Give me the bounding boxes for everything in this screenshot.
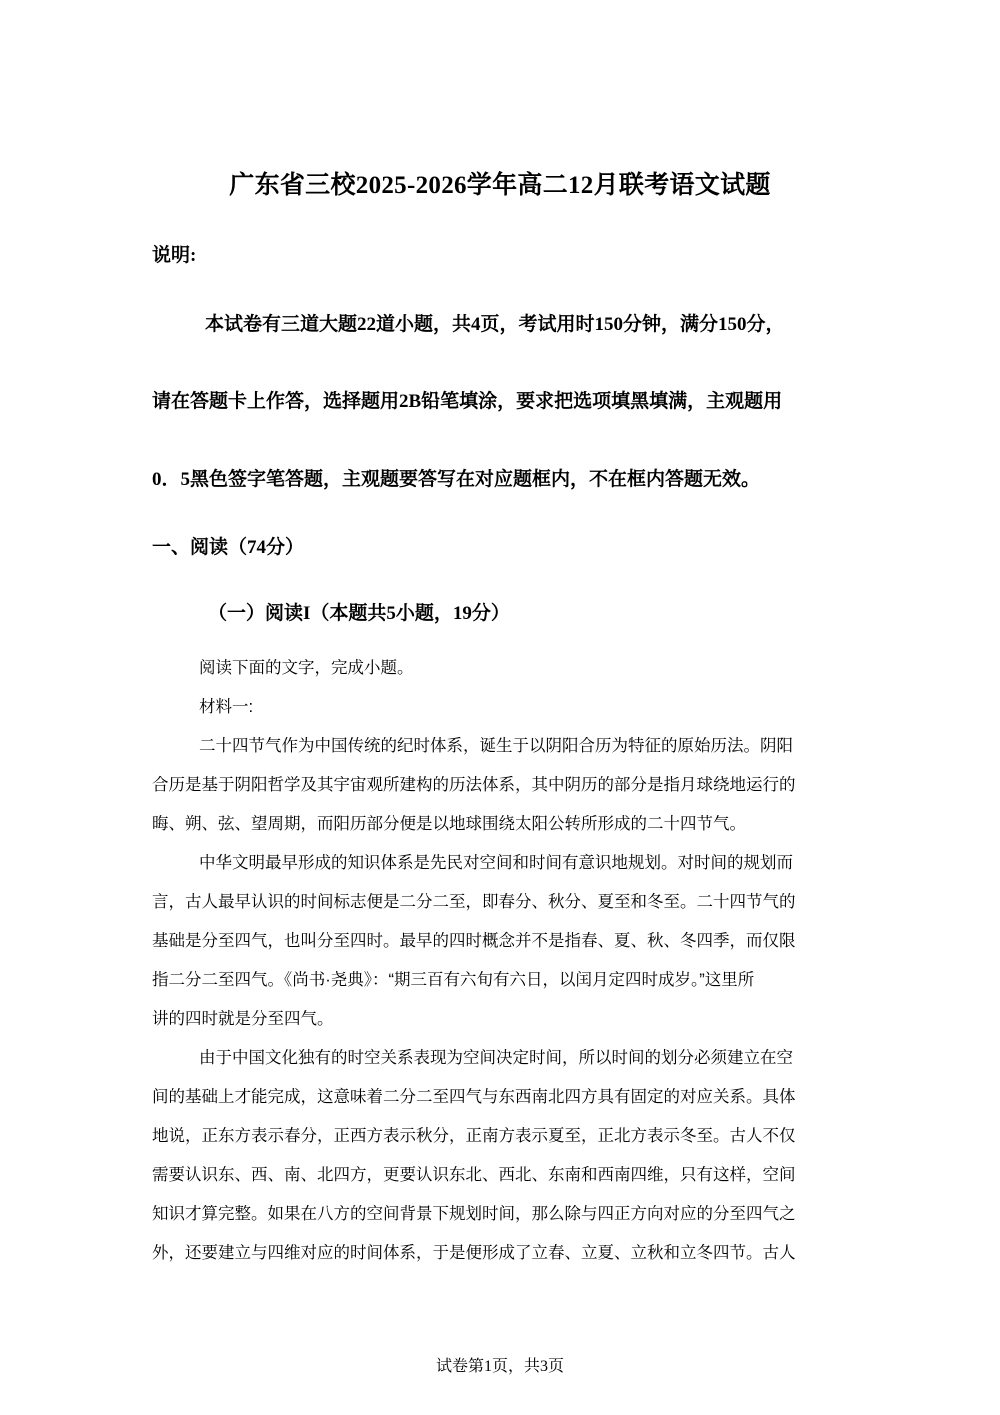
paragraph-line: 合历是基于阴阳哲学及其宇宙观所建构的历法体系，其中阴历的部分是指月球绕地运行的 — [152, 776, 796, 794]
section-heading: 一、阅读（74分） — [152, 537, 305, 558]
paragraph-line: 基础是分至四气，也叫分至四时。最早的四时概念并不是指春、夏、秋、冬四季，而仅限 — [152, 932, 796, 950]
paragraph-line: 中华文明最早形成的知识体系是先民对空间和时间有意识地规划。对时间的规划而 — [199, 854, 793, 872]
exam-title: 广东省三校2025-2026学年高二12月联考语文试题 — [229, 172, 771, 199]
page-footer: 试卷第1页，共3页 — [435, 1358, 564, 1375]
paragraph-line: 晦、朔、弦、望周期，而阳历部分便是以地球围绕太阳公转所形成的二十四节气。 — [152, 815, 746, 833]
paragraph-line: 讲的四时就是分至四气。 — [152, 1010, 334, 1028]
paragraph-line: 外，还要建立与四维对应的时间体系，于是便形成了立春、立夏、立秋和立冬四节。古人 — [152, 1244, 796, 1262]
paragraph-line: 指二分二至四气。《尚书·尧典》：“期三百有六旬有六日，以闰月定四时成岁。”这里所 — [152, 971, 755, 989]
reading-prompt: 阅读下面的文字，完成小题。 — [199, 659, 414, 677]
paragraph-line: 由于中国文化独有的时空关系表现为空间决定时间，所以时间的划分必须建立在空 — [199, 1049, 793, 1067]
instruction-line: 0．5黑色签字笔答题，主观题要答写在对应题框内，不在框内答题无效。 — [152, 469, 761, 490]
paragraph-line: 二十四节气作为中国传统的纪时体系，诞生于以阴阳合历为特征的原始历法。阴阳 — [199, 737, 793, 755]
material-label: 材料一: — [199, 698, 254, 716]
paragraph-line: 地说，正东方表示春分，正西方表示秋分，正南方表示夏至，正北方表示冬至。古人不仅 — [152, 1127, 796, 1145]
instruction-line: 本试卷有三道大题22道小题，共4页，考试用时150分钟，满分150分， — [205, 314, 785, 335]
paragraph-line: 知识才算完整。如果在八方的空间背景下规划时间，那么除与四正方向对应的分至四气之 — [152, 1205, 796, 1223]
paragraph-line: 言，古人最早认识的时间标志便是二分二至，即春分、秋分、夏至和冬至。二十四节气的 — [152, 893, 796, 911]
instruction-line: 请在答题卡上作答，选择题用2B铅笔填涂，要求把选项填黑填满，主观题用 — [152, 391, 783, 412]
paragraph-line: 间的基础上才能完成，这意味着二分二至四气与东西南北四方具有固定的对应关系。具体 — [152, 1088, 796, 1106]
subsection-heading: （一）阅读I（本题共5小题，19分） — [208, 603, 510, 624]
paragraph-line: 需要认识东、西、南、北四方，更要认识东北、西北、东南和西南四维，只有这样，空间 — [152, 1166, 796, 1184]
note-label: 说明: — [152, 245, 197, 266]
